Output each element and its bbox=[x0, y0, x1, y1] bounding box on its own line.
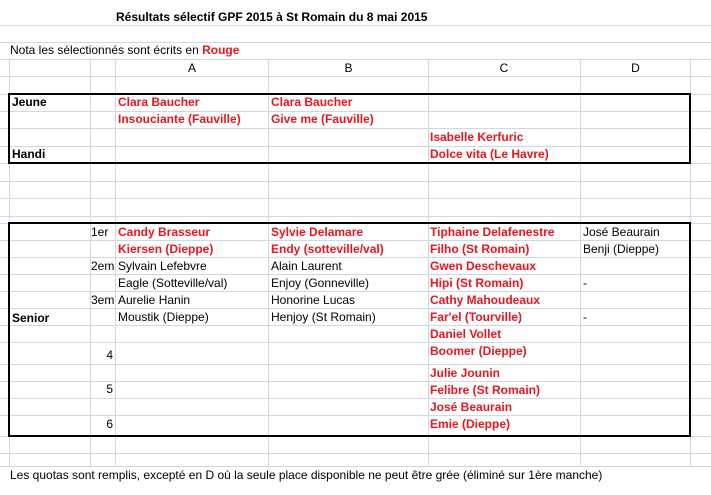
senior-5-c-horse: Felibre (St Romain) bbox=[430, 383, 541, 397]
jeune-label: Jeune bbox=[12, 95, 47, 109]
senior-3-b-horse: Henjoy (St Romain) bbox=[271, 310, 376, 324]
senior-3-c-horse: Far'el (Tourville) bbox=[430, 310, 522, 324]
senior-3-d-dash: - bbox=[583, 310, 587, 324]
senior-3-b-rider: Honorine Lucas bbox=[271, 293, 356, 307]
nota-highlight: Rouge bbox=[202, 43, 240, 57]
senior-rank: 6 bbox=[106, 417, 113, 431]
senior-2-a-horse: Eagle (Sotteville/val) bbox=[118, 276, 228, 290]
sheet-title: Résultats sélectif GPF 2015 à St Romain du 8 mai 2015 bbox=[116, 10, 428, 24]
jeune-a-horse: Insouciante (Fauville) bbox=[118, 112, 241, 126]
senior-2-b-rider: Alain Laurent bbox=[271, 259, 342, 273]
senior-2-d-dash: - bbox=[583, 276, 587, 290]
jeune-b-rider: Clara Baucher bbox=[271, 95, 353, 109]
senior-2-c-horse: Hipi (St Romain) bbox=[430, 276, 524, 290]
senior-6-c-rider: José Beaurain bbox=[430, 400, 513, 414]
senior-2-b-horse: Enjoy (Gonneville) bbox=[271, 276, 370, 290]
senior-1-a-horse: Kiersen (Dieppe) bbox=[118, 242, 214, 256]
senior-1-d-rider: José Beaurain bbox=[583, 225, 660, 239]
senior-4-c-horse: Boomer (Dieppe) bbox=[430, 344, 527, 358]
senior-1-c-horse: Filho (St Romain) bbox=[430, 242, 530, 256]
jeune-a-rider: Clara Baucher bbox=[118, 95, 200, 109]
senior-3-c-rider: Cathy Mahoudeaux bbox=[430, 293, 541, 307]
senior-1-c-rider: Tiphaine Delafenestre bbox=[430, 225, 555, 239]
nota-text: Nota les sélectionnés sont écrits en bbox=[10, 43, 203, 57]
footer-note: Les quotas sont remplis, excepté en D où la seule place disponible ne peut être grée (éliminé sur 1ère manche) bbox=[10, 468, 603, 482]
handi-label: Handi bbox=[12, 147, 46, 161]
column-header-b: B bbox=[344, 61, 353, 75]
senior-rank: 1er bbox=[91, 225, 109, 239]
senior-1-b-rider: Sylvie Delamare bbox=[271, 225, 364, 239]
senior-3-a-rider: Aurelie Hanin bbox=[118, 293, 191, 307]
senior-3-a-horse: Moustik (Dieppe) bbox=[118, 310, 209, 324]
column-header-d: D bbox=[631, 61, 640, 75]
senior-1-b-horse: Endy (sotteville/val) bbox=[271, 242, 384, 256]
senior-2-c-rider: Gwen Deschevaux bbox=[430, 259, 537, 273]
senior-label: Senior bbox=[12, 311, 50, 325]
senior-rank: 5 bbox=[106, 382, 113, 396]
senior-4-c-rider: Daniel Vollet bbox=[430, 327, 502, 341]
column-header-c: C bbox=[499, 61, 509, 75]
senior-rank: 4 bbox=[106, 348, 113, 362]
senior-1-d-horse: Benji (Dieppe) bbox=[583, 242, 660, 256]
column-header-a: A bbox=[187, 61, 196, 75]
handi-c-horse: Dolce vita (Le Havre) bbox=[430, 147, 549, 161]
senior-5-c-rider: Julie Jounin bbox=[430, 366, 501, 380]
nota-line bbox=[10, 42, 239, 59]
senior-2-a-rider: Sylvain Lefebvre bbox=[118, 259, 207, 273]
senior-1-a-rider: Candy Brasseur bbox=[118, 225, 211, 239]
handi-c-rider: Isabelle Kerfuric bbox=[430, 130, 524, 144]
senior-rank: 2em bbox=[91, 259, 115, 273]
senior-6-c-horse: Emie (Dieppe) bbox=[430, 417, 511, 431]
jeune-b-horse: Give me (Fauville) bbox=[271, 112, 374, 126]
senior-rank: 3em bbox=[91, 293, 115, 307]
